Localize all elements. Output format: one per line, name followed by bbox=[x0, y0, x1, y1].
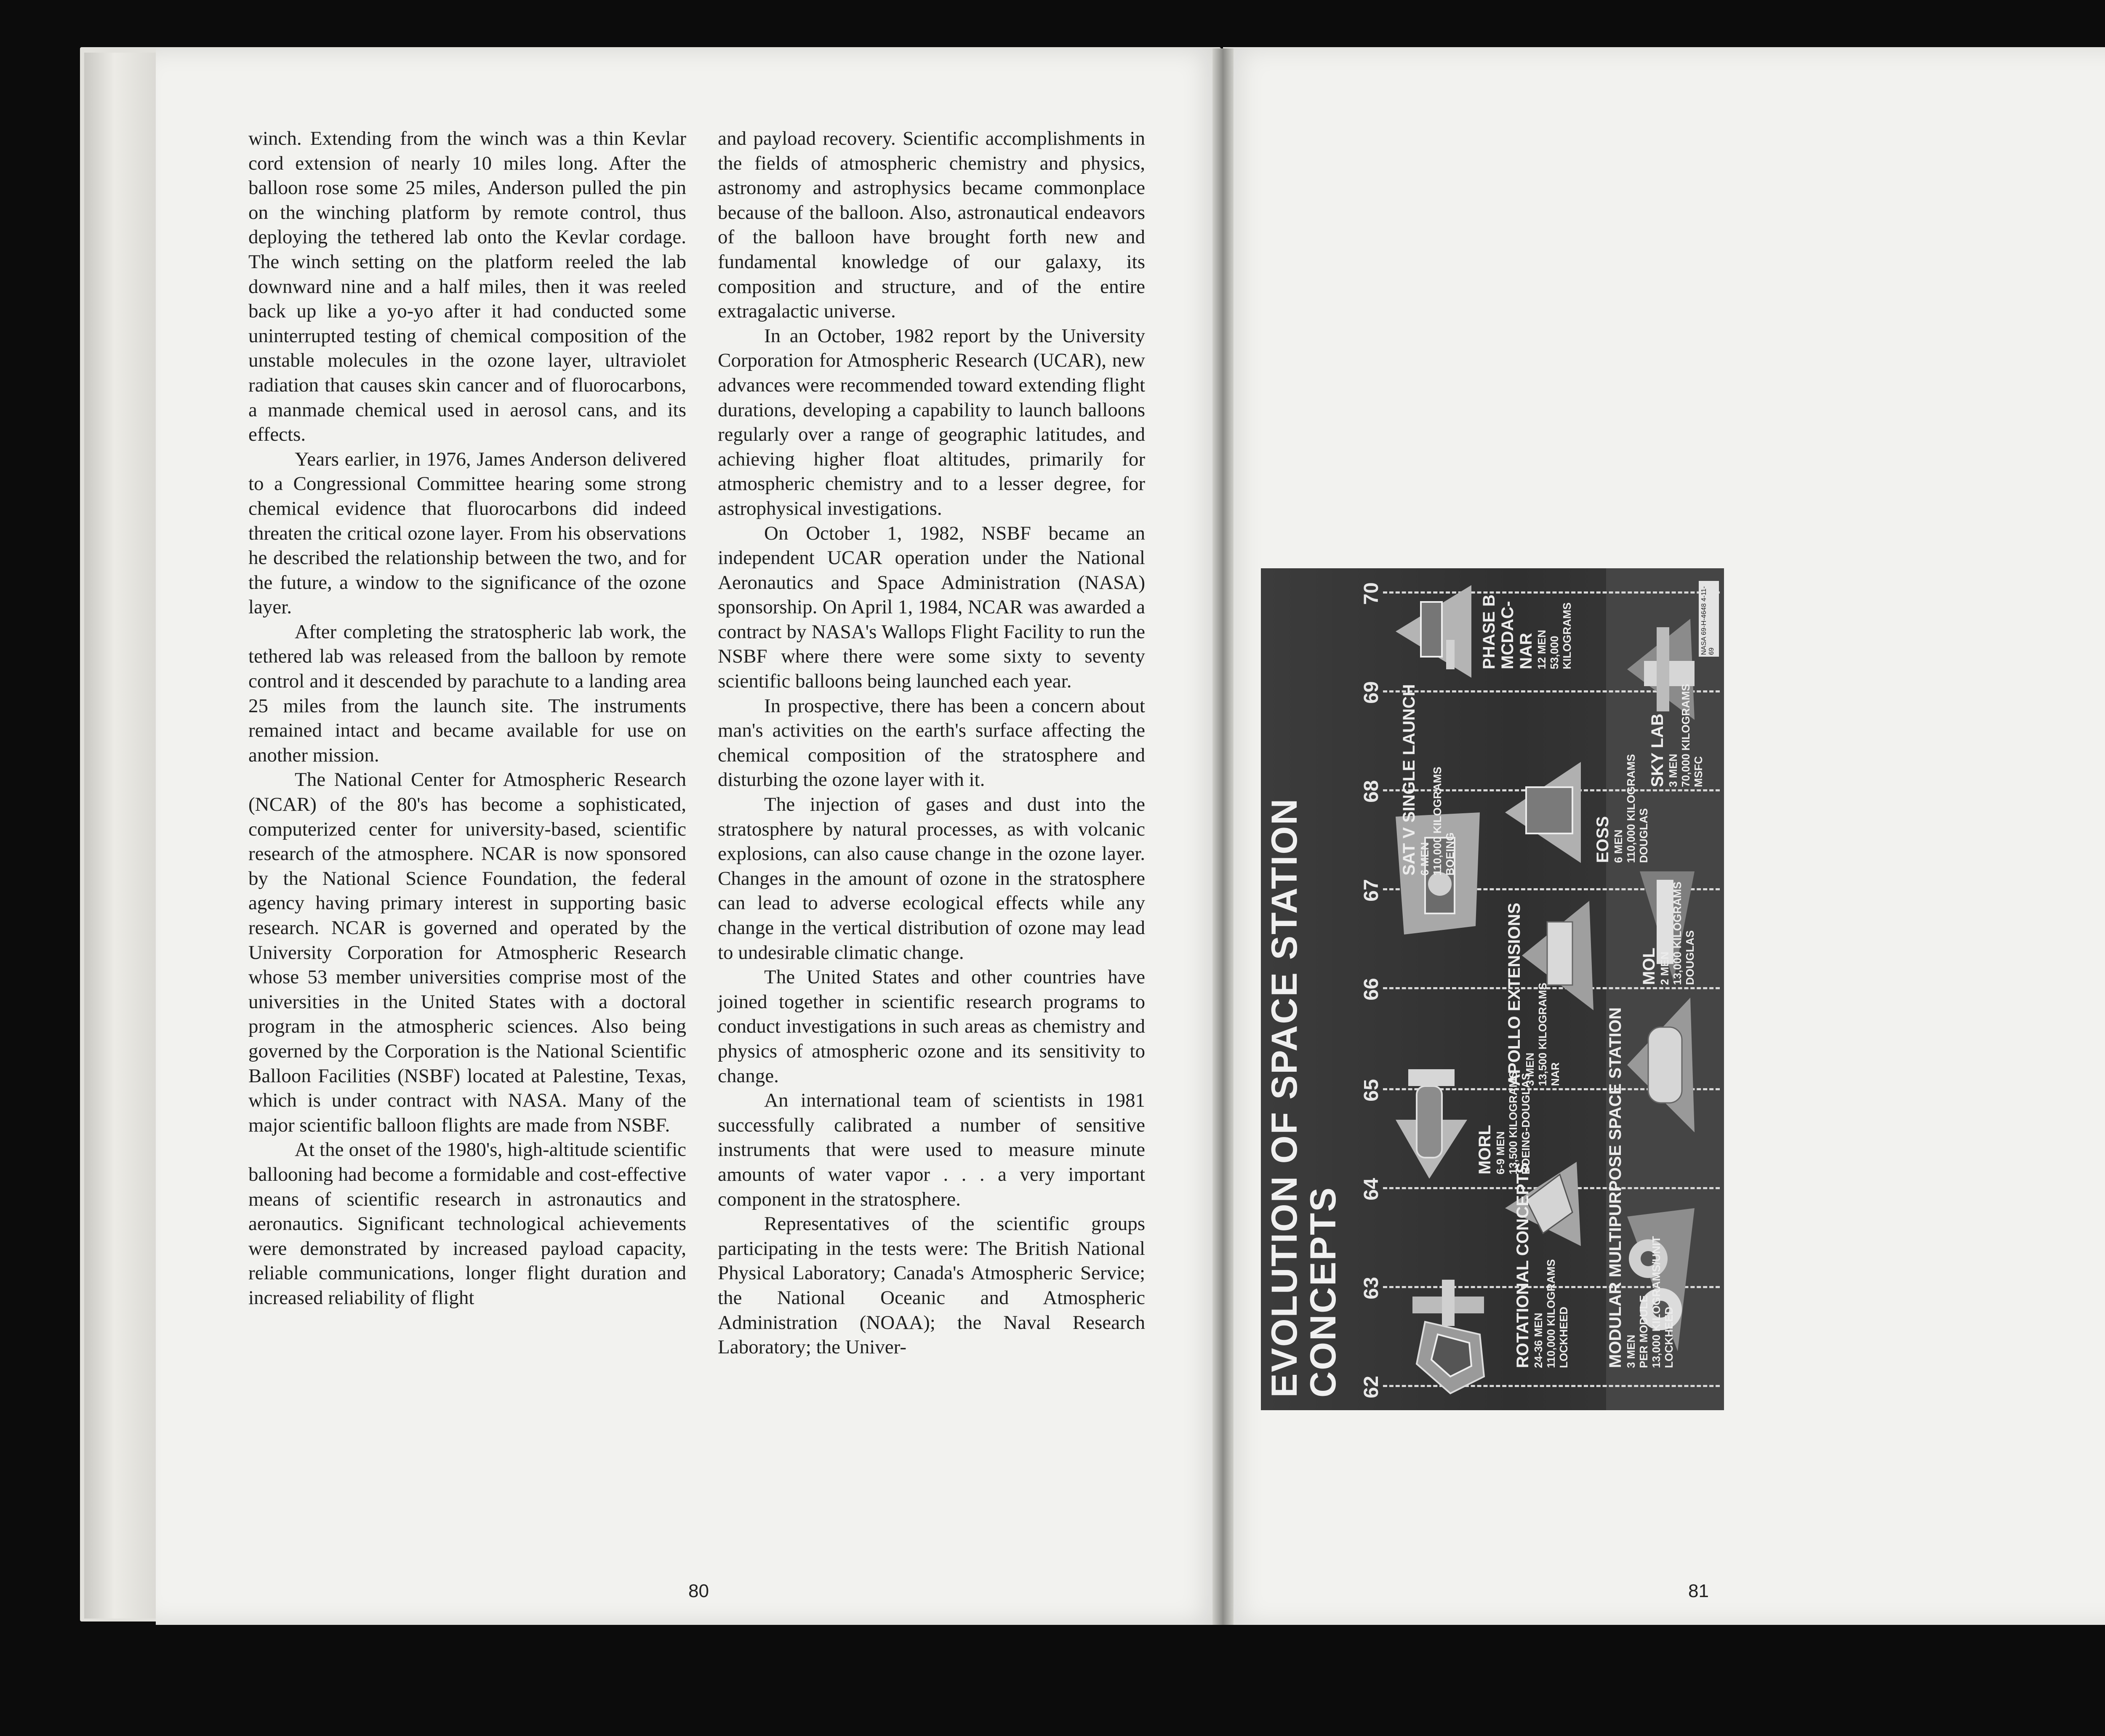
concept-detail: DOUGLAS bbox=[1684, 930, 1696, 985]
concept-detail: 6 MEN bbox=[1418, 842, 1431, 876]
concept-detail: 13,500 KILOGRAMS bbox=[1507, 1071, 1519, 1174]
year-axis bbox=[1360, 568, 1398, 1410]
concept-name: PHASE B MCDAC-NAR bbox=[1480, 594, 1535, 669]
concept-name: EOSS bbox=[1593, 816, 1612, 863]
paragraph: On October 1, 1982, NSBF became an independent UCAR operation under the National Aeronautics and Space Administration (NASA) sponsorship. On April 1, 1984, NCAR was awarded a contract by NASA's Wallops Flight Facility to run the NSBF where there were some sixty to seventy scientific balloons being launched each year. bbox=[718, 522, 1145, 692]
concept-detail: 13,000 KILOGRAMS bbox=[1671, 881, 1684, 985]
concept-detail: 110,000 KILOGRAMS bbox=[1545, 1259, 1557, 1368]
space-station-photo bbox=[1261, 568, 1724, 1410]
left-page-column-2 bbox=[718, 126, 1145, 1360]
year-label: 62 bbox=[1360, 1376, 1383, 1398]
morl-model bbox=[1387, 1057, 1471, 1183]
concept-detail: NAR bbox=[1549, 1062, 1561, 1086]
concept-detail: 70,000 KILOGRAMS bbox=[1679, 684, 1692, 787]
eoss-model bbox=[1497, 754, 1593, 871]
paragraph: In prospective, there has been a concern about man's activities on the earth's surface affecting the chemical composition of the stratosphere and disturbing the ozone layer with it. bbox=[718, 695, 1145, 791]
paragraph: The injection of gases and dust into the stratosphere by natural processes, as with volcanic explosions, can also cause change in the ozone layer. Changes in the amount of ozone in the stratosphere can lead to adverse ecological effects while any change in the vertical distribution of ozone may lead to undesirable climatic change. bbox=[718, 793, 1145, 964]
concept-detail: LOCKHEED bbox=[1663, 1307, 1675, 1368]
concept-detail: BOEING bbox=[1444, 832, 1456, 876]
year-label: 66 bbox=[1360, 978, 1383, 1001]
concept-detail: 6-9 MEN bbox=[1494, 1131, 1507, 1174]
year-label: 67 bbox=[1360, 879, 1383, 902]
concept-label bbox=[1640, 881, 1696, 985]
concept-label bbox=[1593, 754, 1650, 863]
paragraph: An international team of scientists in 1981 successfully calibrated a number of sensitive instruments that were used to measure minute amounts of water vapor . . . a very important component in the stratosphere. bbox=[718, 1089, 1145, 1210]
rotational-concept-model bbox=[1400, 1259, 1501, 1402]
concept-label bbox=[1505, 903, 1561, 1086]
concept-name: ROTATIONAL CONCEPTS bbox=[1513, 1162, 1532, 1368]
concept-label bbox=[1648, 684, 1705, 787]
year-label: 64 bbox=[1360, 1178, 1383, 1201]
year-label: 63 bbox=[1360, 1277, 1383, 1299]
concept-detail: 110,000 KILOGRAMS bbox=[1431, 767, 1444, 876]
concept-detail: 13,500 KILOGRAMS bbox=[1536, 982, 1549, 1086]
concept-name: MODULAR MULTIPURPOSE SPACE STATION bbox=[1606, 1007, 1625, 1368]
paragraph: After completing the stratospheric lab work, the tethered lab was released from the balloon by remote control and it descended by parachute to a landing area 25 miles from the launch site. The instruments remained intact and became available for use on another mission. bbox=[248, 620, 686, 766]
concept-label bbox=[1513, 1162, 1570, 1368]
concept-detail: 53,000 KILOGRAMS bbox=[1548, 602, 1573, 669]
concept-detail: 6 MEN bbox=[1612, 829, 1625, 863]
concept-name: MORL bbox=[1476, 1125, 1494, 1174]
concept-detail: MSFC bbox=[1692, 756, 1705, 787]
year-label: 68 bbox=[1360, 780, 1383, 803]
concept-detail: 12 MEN bbox=[1535, 630, 1548, 669]
concept-detail: LOCKHEED bbox=[1557, 1307, 1570, 1368]
concept-name: APOLLO EXTENSIONS bbox=[1505, 903, 1524, 1086]
concept-detail: 3 MEN bbox=[1524, 1052, 1536, 1086]
year-label: 65 bbox=[1360, 1079, 1383, 1102]
concept-detail: BOEING-DOUGLAS bbox=[1519, 1073, 1532, 1174]
concept-detail: 24-36 MEN bbox=[1532, 1313, 1545, 1368]
concept-label bbox=[1400, 684, 1456, 876]
paragraph: In an October, 1982 report by the University Corporation for Atmospheric Research (UCAR), new advances were recommended toward extending flight durations, developing a capability to launch balloons regularly over a range of geographic latitudes, and achieving higher float altitudes, primarily for atmospheric chemistry and to a lesser degree, for astrophysical investigations. bbox=[718, 325, 1145, 519]
paragraph: The National Center for Atmospheric Research (NCAR) of the 80's has become a sophisticated, computerized center for university-based, scientific research of the atmosphere. NCAR is now sponsored by the National Science Foundation, the federal agency having primary interest in supporting basic research. NCAR is governed and operated by the University Corporation for Atmospheric Research whose 53 member universities comprise most of the universities in the United States with a doctoral program in the atmospheric sciences. Also being governed by the Corporation is the National Scientific Balloon Facilities (NSBF) located at Palestine, Texas, which is under contract with NASA. Many of the major scientific balloon flights are made from NSBF. bbox=[248, 769, 686, 1136]
paragraph: Years earlier, in 1976, James Anderson delivered to a Congressional Committee hearing some strong chemical evidence that fluorocarbons did indeed threaten the critical ozone layer. From his observations he described the relationship between the two, and for the future, a window to the significance of the ozone layer. bbox=[248, 448, 686, 618]
photo-title-line-2: CONCEPTS bbox=[1303, 1186, 1343, 1398]
photo-title bbox=[1265, 798, 1343, 1398]
concept-detail: 2 MEN bbox=[1658, 951, 1671, 985]
concept-detail: 110,000 KILOGRAMS bbox=[1625, 754, 1637, 863]
concept-label bbox=[1606, 1007, 1675, 1368]
concept-label bbox=[1476, 1071, 1532, 1174]
left-page-edges bbox=[84, 53, 160, 1619]
phase-b-model bbox=[1387, 577, 1480, 686]
concept-detail: 3 MEN bbox=[1667, 754, 1679, 787]
page-number-right: 81 bbox=[1688, 1581, 1709, 1601]
paragraph: At the onset of the 1980's, high-altitude scientific ballooning had become a formidable and cost-effective means of scientific research in astronautics and aeronautics. Significant technological achievements were demonstrated by increased payload capacity, reliable communications, longer flight duration and increased reliability of flight bbox=[248, 1139, 686, 1309]
paragraph: Representatives of the scientific groups participating in the tests were: The British National Physical Laboratory; Canada's Atmospheric Service; the National Oceanic and Atmospheric Administration (NOAA); the Naval Research Laboratory; the Univer- bbox=[718, 1213, 1145, 1358]
year-label: 69 bbox=[1360, 681, 1383, 704]
photo-title-line-1: EVOLUTION OF SPACE STATION bbox=[1264, 797, 1305, 1398]
concept-detail: PER MODULE bbox=[1637, 1295, 1650, 1368]
paragraph: and payload recovery. Scientific accomplishments in the fields of atmospheric chemistry and physics, astronomy and astrophysics became commonplace because of the balloon. Also, astronautical endeavors of the balloon have brought forth new and fundamental knowledge of our galaxy, its composition and structure, and of the entire extragalactic universe. bbox=[718, 128, 1145, 322]
concept-name: MOL bbox=[1640, 948, 1658, 985]
book-gutter bbox=[1212, 48, 1234, 1625]
concept-detail: 13,000 KILOGRAMS/UNIT bbox=[1650, 1236, 1663, 1368]
page-number-left: 80 bbox=[688, 1581, 709, 1601]
left-page-column-1 bbox=[248, 126, 686, 1310]
paragraph: winch. Extending from the winch was a thin Kevlar cord extension of nearly 10 miles long. After the balloon rose some 25 miles, Anderson pulled the pin on the winching platform by remote control, thus deploying the tethered lab onto the Kevlar cordage. The winch setting on the platform reeled the lab downward nine and a half miles, then it was reeled back up like a yo-yo after it had conducted some uninterrupted testing of chemical composition of the unstable molecules in the ozone layer, ultraviolet radiation that causes skin cancer and of fluorocarbons, a manmade chemical used in aerosol cans, and its effects. bbox=[248, 128, 686, 446]
concept-name: SKY LAB bbox=[1648, 714, 1667, 787]
concept-detail: 3 MEN bbox=[1625, 1334, 1637, 1368]
concept-label bbox=[1480, 568, 1573, 669]
concept-detail: DOUGLAS bbox=[1637, 808, 1650, 863]
photo-id-badge: NASA 69-H-4648 4-11-69 bbox=[1699, 581, 1719, 657]
paragraph: The United States and other countries have joined together in scientific research programs to conduct investigations in such areas as chemistry and physics of atmospheric ozone and its sensitivity to change. bbox=[718, 966, 1145, 1087]
concept-name: SAT V SINGLE LAUNCH bbox=[1400, 684, 1418, 876]
year-label: 70 bbox=[1360, 582, 1383, 605]
